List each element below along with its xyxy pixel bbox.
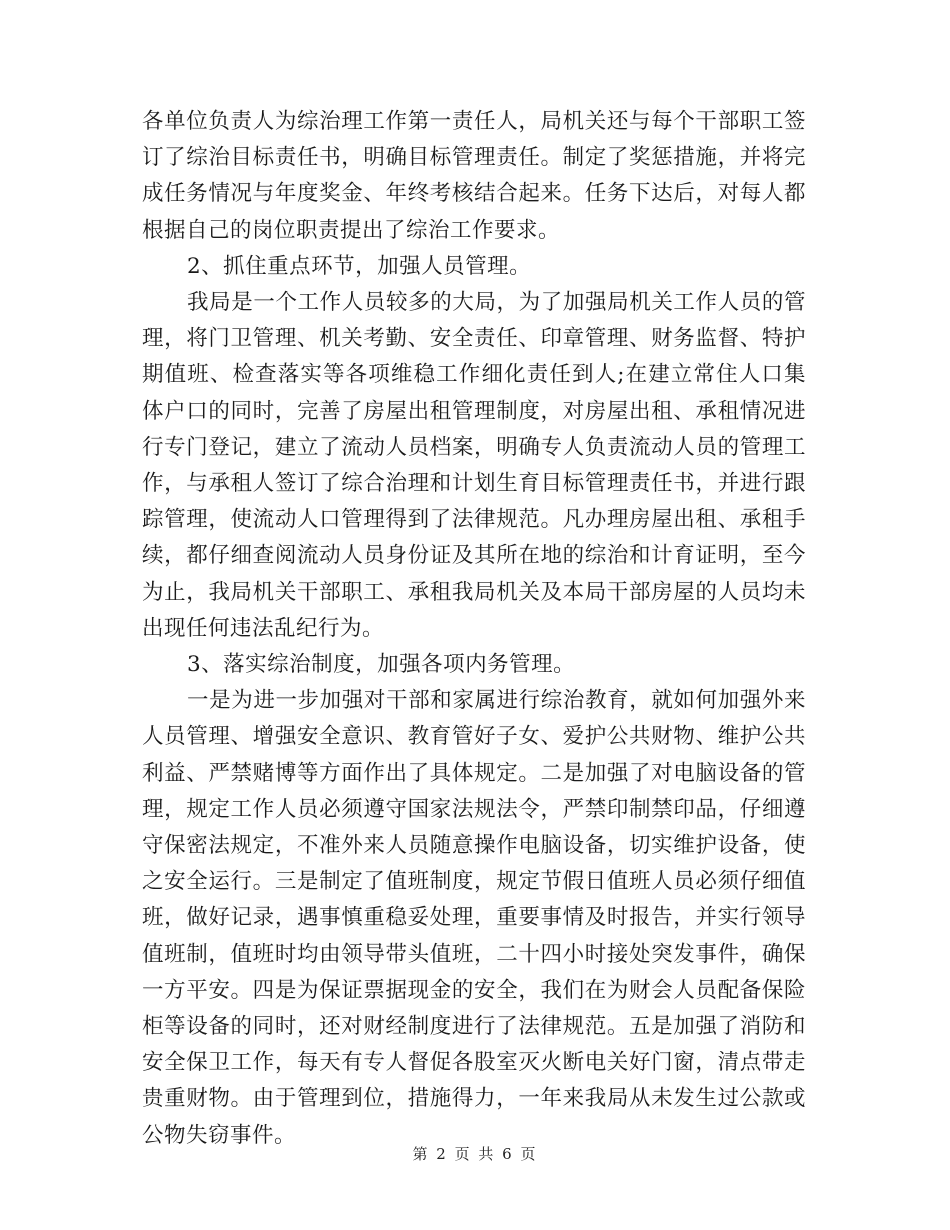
body-paragraph: 一是为进一步加强对干部和家属进行综治教育，就如何加强外来人员管理、增强安全意识、教育管好子女、爱护公共财物、维护公共利益、严禁赌博等方面作出了具体规定。二是加强了对电脑设备的管理，规定工作人员必须遵守国家法规法令，严禁印制禁印品，仔细遵守保密法规定，不准外来人员随意操作电脑设备，切实维护设备，使之安全运行。三是制定了值班制度，规定节假日值班人员必须仔细值班，做好记录，遇事慎重稳妥处理，重要事情及时报告，并实行领导值班制，值班时均由领导带头值班，二十四小时接处突发事件，确保一方平安。四是为保证票据现金的安全，我们在为财会人员配备保险柜等设备的同时，还对财经制度进行了法律规范。五是加强了消防和安全保卫工作，每天有专人督促各股室灭火断电关好门窗，清点带走贵重财物。由于管理到位，措施得力，一年来我局从未发生过公款或公物失窃事件。 [142,688,806,1148]
page-number-footer: 第 2 页 共 6 页 [412,1145,538,1163]
body-paragraph: 各单位负责人为综治理工作第一责任人，局机关还与每个干部职工签订了综治目标责任书，明确目标管理责任。制定了奖惩措施，并将完成任务情况与年度奖金、年终考核结合起来。任务下达后，对每人都根据自己的岗位职责提出了综治工作要求。 [142,109,806,243]
document-body [142,104,806,1154]
body-paragraph: 我局是一个工作人员较多的大局，为了加强局机关工作人员的管理，将门卫管理、机关考勤、安全责任、印章管理、财务监督、特护期值班、检查落实等各项维稳工作细化责任到人;在建立常住人口集体户口的同时，完善了房屋出租管理制度，对房屋出租、承租情况进行专门登记，建立了流动人员档案，明确专人负责流动人员的管理工作，与承租人签订了综合治理和计划生育目标管理责任书，并进行跟踪管理，使流动人口管理得到了法律规范。凡办理房屋出租、承租手续，都仔细查阅流动人员身份证及其所在地的综治和计育证明，至今为止，我局机关干部职工、承租我局机关及本局干部房屋的人员均未出现任何违法乱纪行为。 [142,290,806,641]
section-heading: 3、落实综治制度，加强各项内务管理。 [187,652,576,678]
section-heading: 2、抓住重点环节，加强人员管理。 [187,253,532,279]
